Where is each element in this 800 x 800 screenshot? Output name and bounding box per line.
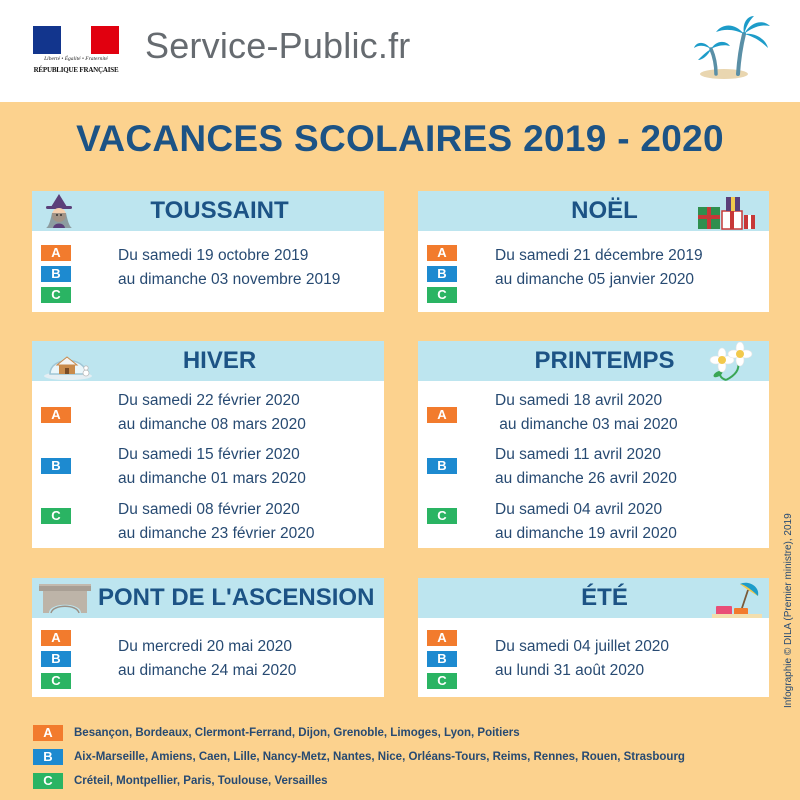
zone-a-badge: A bbox=[41, 630, 71, 646]
card-hiver bbox=[32, 341, 384, 548]
page-title: VACANCES SCOLAIRES 2019 - 2020 bbox=[76, 118, 724, 159]
end-date: au dimanche 05 janvier 2020 bbox=[495, 271, 695, 288]
zone-b-badge: B bbox=[41, 651, 71, 667]
card-ascension bbox=[32, 578, 384, 697]
marianne-logo[interactable] bbox=[33, 26, 119, 78]
legend-zone-a-badge: A bbox=[33, 725, 63, 741]
start-date: Du mercredi 20 mai 2020 bbox=[118, 638, 293, 655]
zone-b-badge: B bbox=[41, 458, 71, 474]
start-date: Du samedi 19 octobre 2019 bbox=[118, 247, 309, 264]
zone-c-badge: C bbox=[427, 673, 457, 689]
zone-c-start-date: Du samedi 04 avril 2020 bbox=[495, 501, 663, 518]
legend-zone-a-academies: Besançon, Bordeaux, Clermont-Ferrand, Dijon, Grenoble, Limoges, Lyon, Poitiers bbox=[74, 727, 520, 739]
card-title: PONT DE L'ASCENSION bbox=[98, 584, 375, 611]
zone-a-badge: A bbox=[427, 407, 457, 423]
zone-c-badge: C bbox=[41, 508, 71, 524]
marianne-profile-icon bbox=[55, 28, 95, 52]
tricolor-flag-icon bbox=[33, 26, 119, 54]
palm-trees-icon bbox=[694, 14, 774, 80]
start-date: Du samedi 21 décembre 2019 bbox=[495, 247, 703, 264]
zone-b-start-date: Du samedi 11 avril 2020 bbox=[495, 446, 661, 463]
zone-c-badge: C bbox=[427, 287, 457, 303]
card-title: PRINTEMPS bbox=[534, 347, 675, 374]
zone-a-start-date: Du samedi 18 avril 2020 bbox=[495, 392, 663, 409]
zone-a-badge: A bbox=[41, 245, 71, 261]
infographic-credit: Infographie © DILA (Premier ministre), 2019 bbox=[783, 513, 794, 708]
end-date: au dimanche 03 novembre 2019 bbox=[118, 271, 341, 288]
zone-a-end-date: au dimanche 08 mars 2020 bbox=[118, 416, 306, 433]
zone-c-badge: C bbox=[41, 673, 71, 689]
zone-b-end-date: au dimanche 26 avril 2020 bbox=[495, 470, 677, 487]
zone-c-badge: C bbox=[427, 508, 457, 524]
legend-zone-c-badge: C bbox=[33, 773, 63, 789]
zone-b-start-date: Du samedi 15 février 2020 bbox=[118, 446, 300, 463]
card-title: HIVER bbox=[182, 347, 257, 374]
start-date: Du samedi 04 juillet 2020 bbox=[495, 638, 670, 655]
zone-c-end-date: au dimanche 19 avril 2020 bbox=[495, 525, 677, 542]
end-date: au dimanche 24 mai 2020 bbox=[118, 662, 297, 679]
site-header bbox=[0, 0, 800, 102]
zone-b-badge: B bbox=[427, 458, 457, 474]
zone-c-start-date: Du samedi 08 février 2020 bbox=[118, 501, 300, 518]
end-date: au lundi 31 août 2020 bbox=[495, 662, 645, 679]
zone-c-badge: C bbox=[41, 287, 71, 303]
legend-zone-c-academies: Créteil, Montpellier, Paris, Toulouse, Versailles bbox=[74, 775, 328, 787]
site-name[interactable]: Service-Public.fr bbox=[145, 25, 411, 66]
zone-b-badge: B bbox=[427, 266, 457, 282]
card-toussaint bbox=[32, 191, 384, 312]
zone-c-end-date: au dimanche 23 février 2020 bbox=[118, 525, 315, 542]
legend-zone-b-academies: Aix-Marseille, Amiens, Caen, Lille, Nancy-Metz, Nantes, Nice, Orléans-Tours, Reims, Rennes, Rouen, Strasbourg bbox=[74, 751, 685, 763]
card-title: ÉTÉ bbox=[581, 584, 628, 611]
card-title: NOËL bbox=[571, 197, 638, 224]
republic-motto: Liberté • Égalité • Fraternité bbox=[44, 56, 108, 62]
zone-a-badge: A bbox=[41, 407, 71, 423]
zone-b-badge: B bbox=[427, 651, 457, 667]
zone-a-badge: A bbox=[427, 630, 457, 646]
card-printemps bbox=[418, 341, 769, 548]
bridge-icon bbox=[39, 584, 91, 614]
card-ete bbox=[418, 578, 769, 697]
zone-a-start-date: Du samedi 22 février 2020 bbox=[118, 392, 300, 409]
zone-b-badge: B bbox=[41, 266, 71, 282]
legend-zone-b-badge: B bbox=[33, 749, 63, 765]
zone-b-end-date: au dimanche 01 mars 2020 bbox=[118, 470, 306, 487]
zone-a-end-date: au dimanche 03 mai 2020 bbox=[495, 416, 678, 433]
card-noel bbox=[418, 191, 769, 312]
republic-name: RÉPUBLIQUE FRANÇAISE bbox=[33, 66, 119, 74]
card-title: TOUSSAINT bbox=[150, 197, 289, 224]
zone-a-badge: A bbox=[427, 245, 457, 261]
